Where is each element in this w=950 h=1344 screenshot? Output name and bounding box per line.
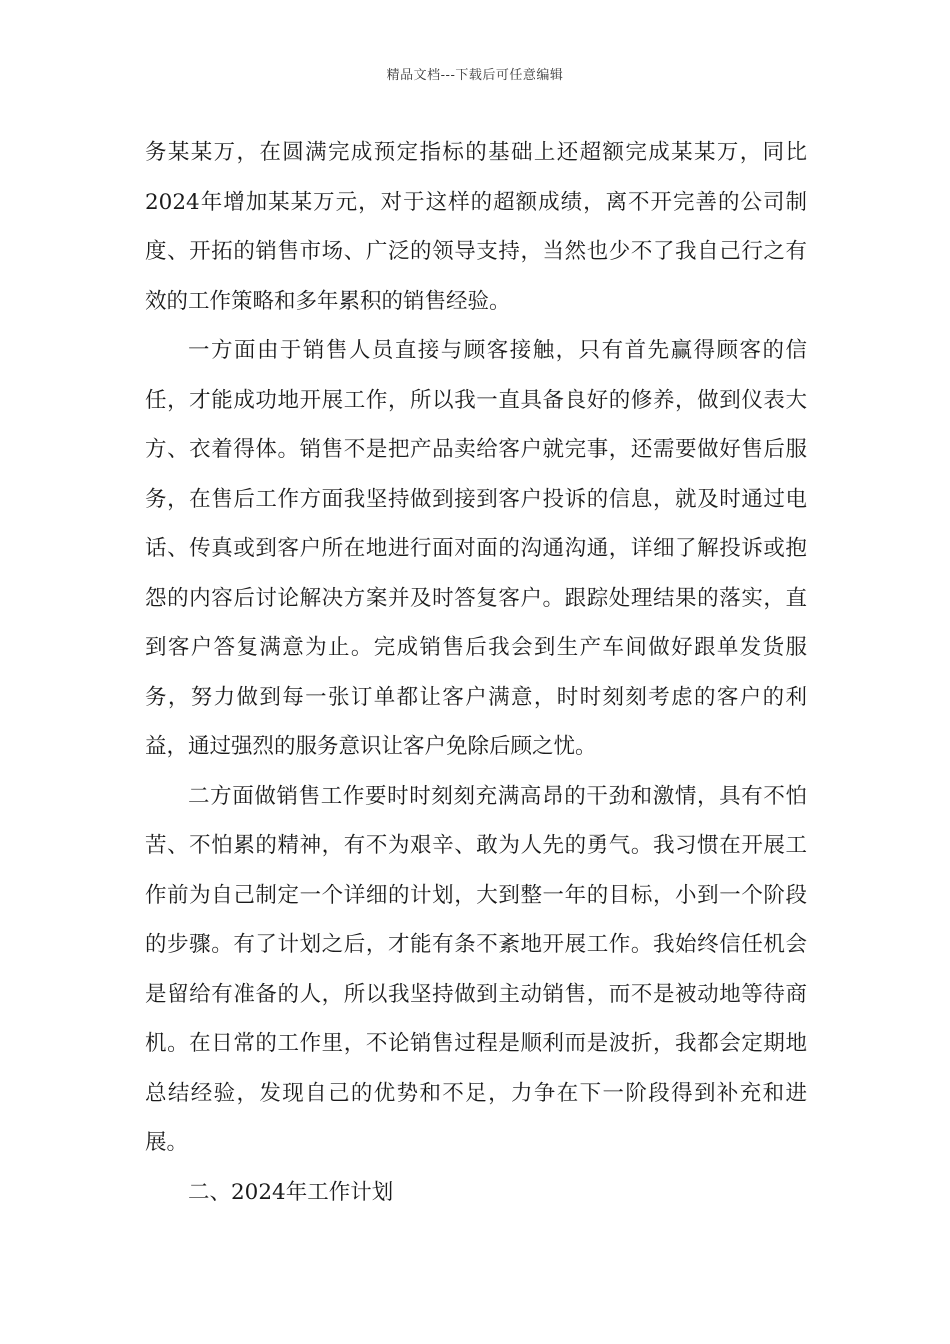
document-body bbox=[145, 128, 807, 1217]
section-heading: 二、2024年工作计划 bbox=[188, 1179, 394, 1205]
paragraph-first-aspect: 一方面由于销售人员直接与顾客接触，只有首先赢得顾客的信任，才能成功地开展工作，所以我一直具备良好的修养，做到仪表大方、衣着得体。销售不是把产品卖给客户就完事，还需要做好售后服务，在售后工作方面我坚持做到接到客户投诉的信息，就及时通过电话、传真或到客户所在地进行面对面的沟通沟通，详细了解投诉或抱怨的内容后讨论解决方案并及时答复客户。跟踪处理结果的落实，直到客户答复满意为止。完成销售后我会到生产车间做好跟单发货服务，努力做到每一张订单都让客户满意，时时刻刻考虑的客户的利益，通过强烈的服务意识让客户免除后顾之忧。 bbox=[145, 338, 807, 759]
page-header: 精品文档---下载后可任意编辑 bbox=[386, 68, 564, 83]
paragraph-second-aspect: 二方面做销售工作要时时刻刻充满高昂的干劲和激情，具有不怕苦、不怕累的精神，有不为艰辛、敢为人先的勇气。我习惯在开展工作前为自己制定一个详细的计划，大到整一年的目标，小到一个阶段的步骤。有了计划之后，才能有条不紊地开展工作。我始终信任机会是留给有准备的人，所以我坚持做到主动销售，而不是被动地等待商机。在日常的工作里，不论销售过程是顺利而是波折，我都会定期地总结经验，发现自己的优势和不足，力争在下一阶段得到补充和进展。 bbox=[145, 783, 807, 1155]
paragraph-continued: 务某某万，在圆满完成预定指标的基础上还超额完成某某万，同比2024年增加某某万元，对于这样的超额成绩，离不开完善的公司制度、开拓的销售市场、广泛的领导支持，当然也少不了我自己行之有效的工作策略和多年累积的销售经验。 bbox=[145, 140, 807, 314]
